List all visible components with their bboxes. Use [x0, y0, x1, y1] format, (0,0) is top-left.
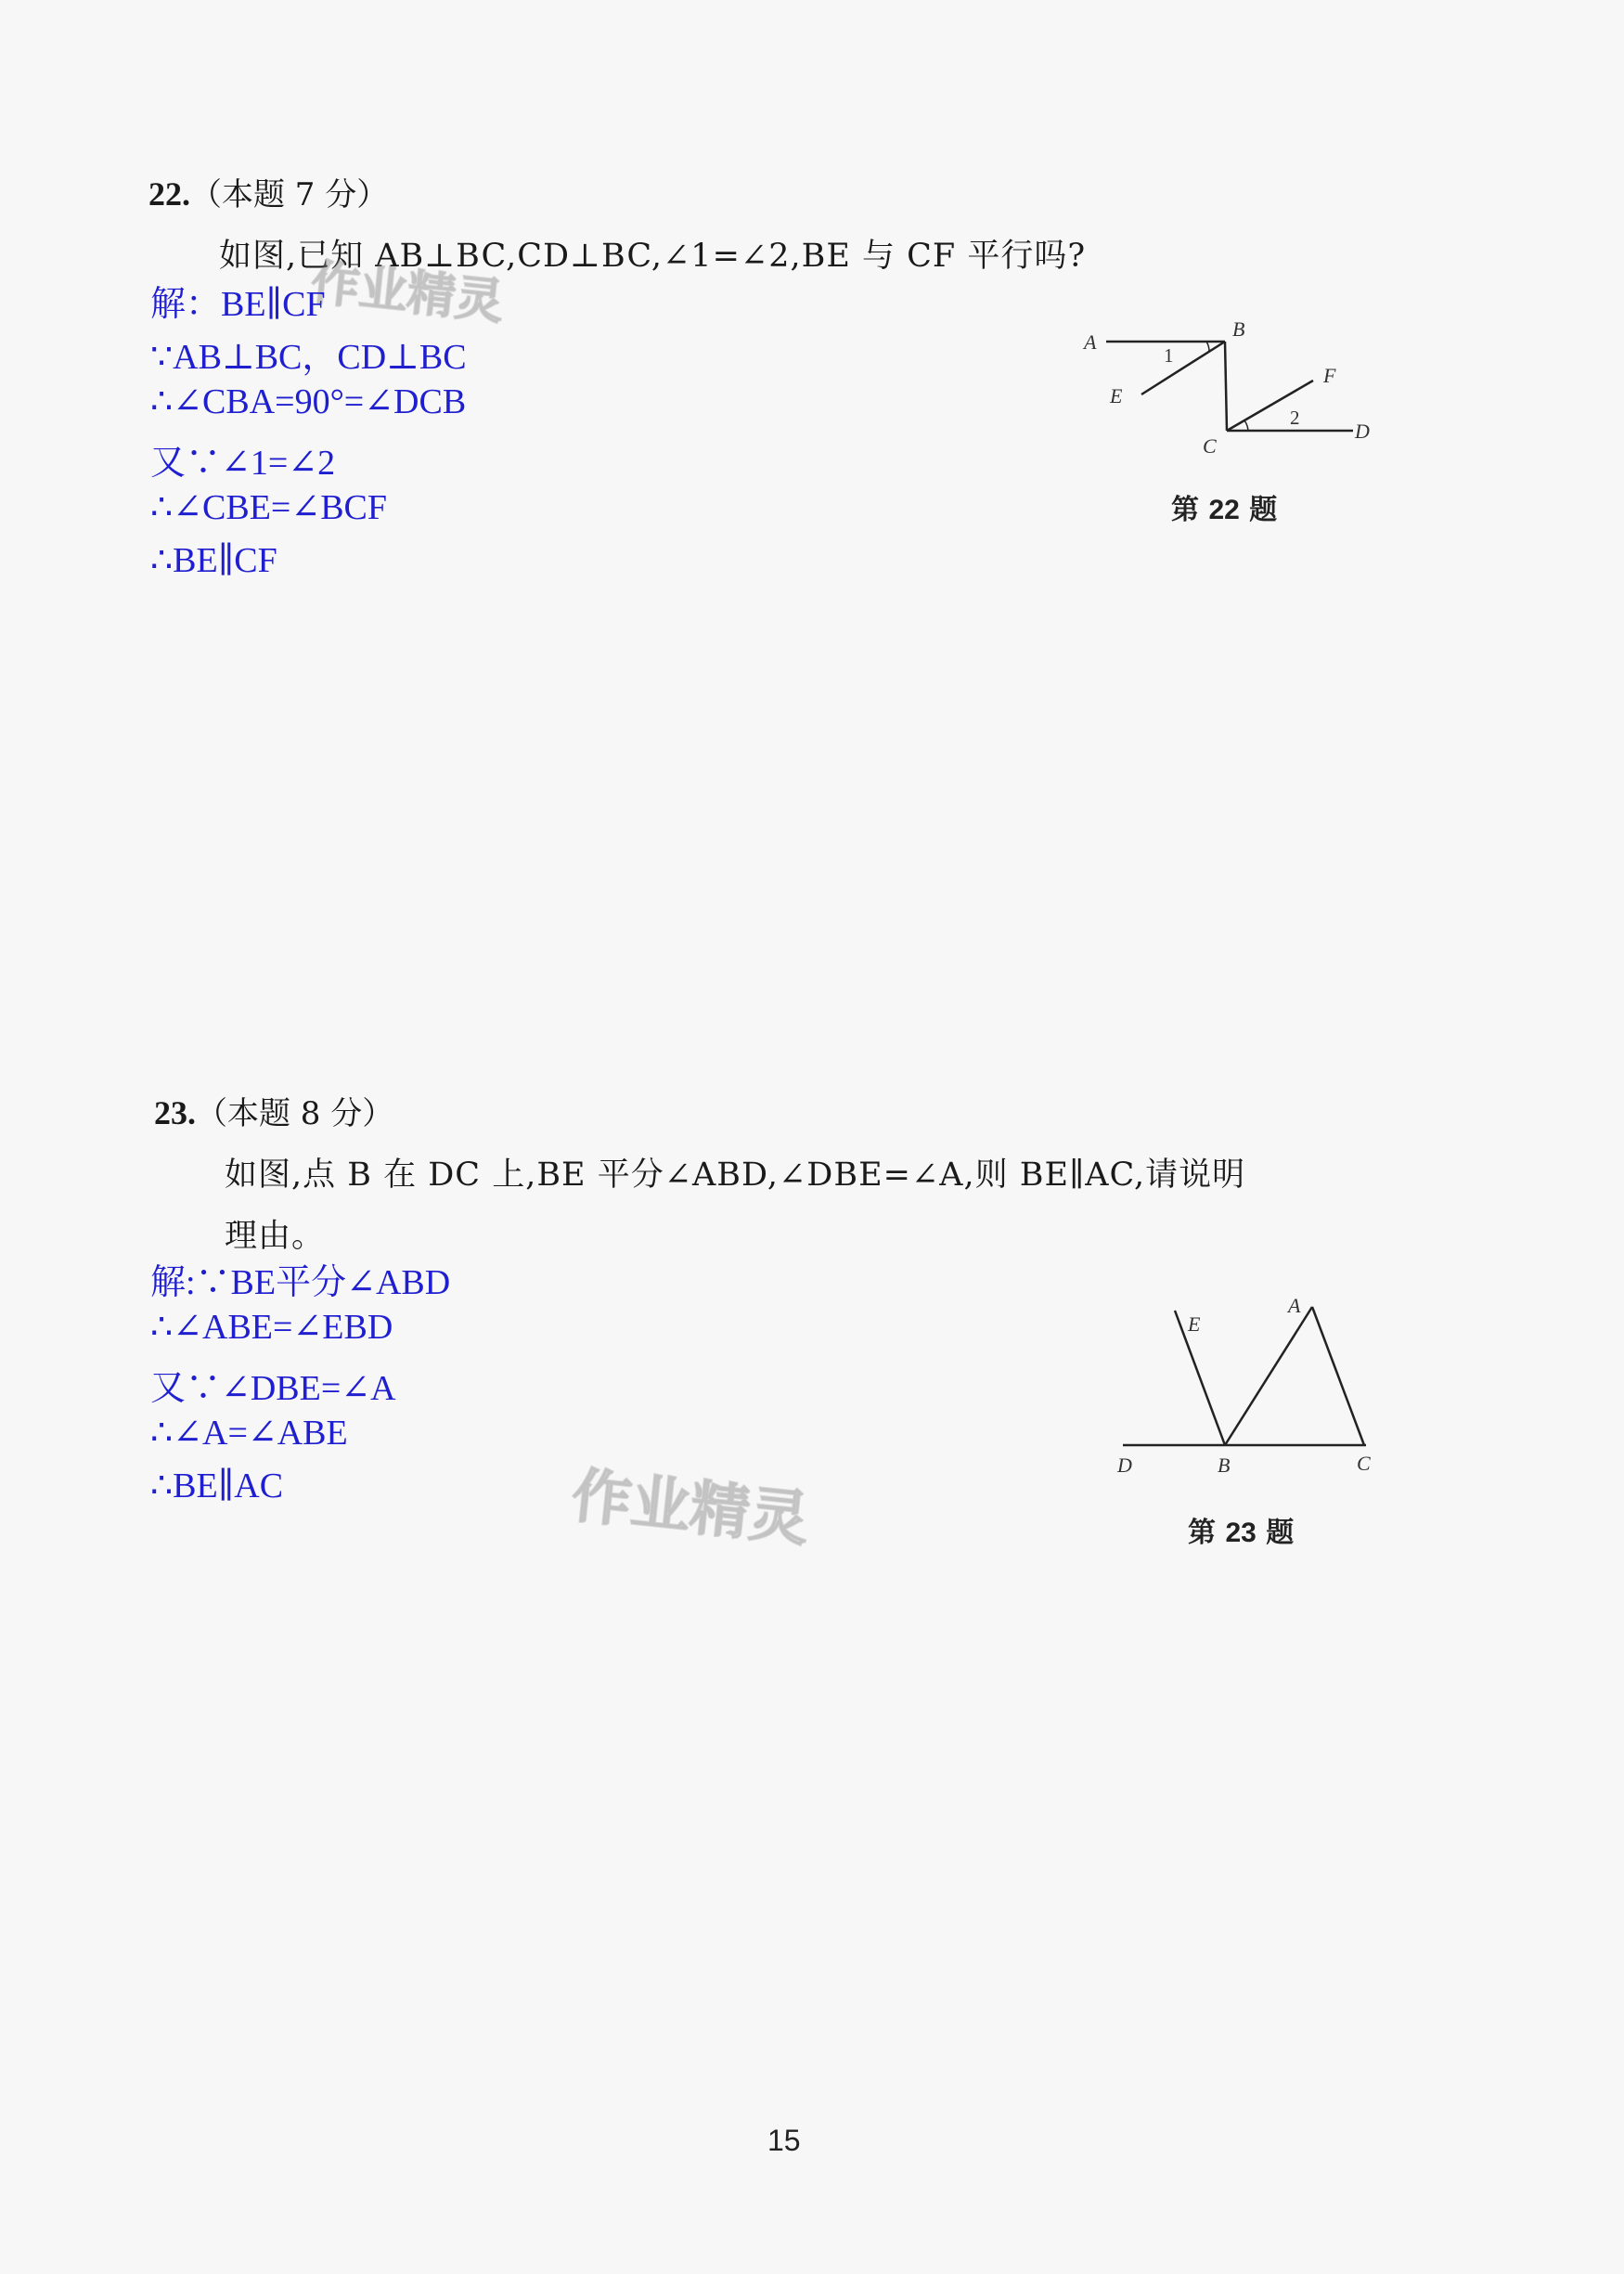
q22-points: （本题 7 分）: [190, 176, 389, 213]
q23-answer-line: ∴BE∥AC: [150, 1466, 284, 1505]
q23-answer-line: 解:∵BE平分∠ABD: [150, 1263, 451, 1302]
q22-label-C: C: [1203, 434, 1217, 458]
page-number: 15: [767, 2124, 801, 2157]
watermark-bottom: 作业精灵: [568, 1461, 813, 1556]
q22-caption-prefix: 第: [1171, 494, 1199, 526]
q22-caption-number: 22: [1208, 495, 1240, 525]
q23-prompt-line1: 如图,点 B 在 DC 上,BE 平分∠ABD,∠DBE=∠A,则 BE∥AC,请说明: [225, 1156, 1246, 1194]
q22-label-F: F: [1323, 364, 1336, 387]
q22-label-D: D: [1355, 420, 1370, 443]
q23-figure-caption: [1188, 1509, 1294, 1550]
q23-points: （本题 8 分）: [196, 1095, 394, 1132]
q23-number: 23.: [154, 1094, 196, 1131]
q22-label-angle1: 1: [1164, 344, 1174, 367]
q22-header: [148, 169, 388, 214]
q23-figure: [1104, 1290, 1411, 1485]
q23-answer-line: 又∵∠DBE=∠A: [150, 1369, 396, 1408]
q22-number: 22.: [148, 175, 190, 213]
q23-caption-number: 23: [1225, 1518, 1257, 1548]
q23-label-B: B: [1218, 1454, 1231, 1477]
q22-answer-line: ∴∠CBE=∠BCF: [150, 488, 388, 527]
q23-answer-line: ∴∠ABE=∠EBD: [150, 1308, 393, 1347]
q22-label-B: B: [1232, 317, 1245, 341]
q22-label-angle2: 2: [1290, 407, 1300, 429]
q22-figure-caption: [1171, 486, 1277, 527]
q23-header: [154, 1088, 393, 1133]
q22-caption-suffix: 题: [1249, 494, 1278, 526]
q22-answer-line: ∴BE∥CF: [150, 541, 277, 580]
q23-label-C: C: [1357, 1452, 1371, 1475]
q23-prompt-line2: 理由。: [225, 1218, 326, 1255]
q22-answer-line: 解：BE∥CF: [150, 285, 326, 324]
q22-answer-line: ∴∠CBA=90°=∠DCB: [150, 382, 467, 421]
q22-answer-line: 又∵∠1=∠2: [150, 444, 336, 483]
q22-label-E: E: [1110, 384, 1123, 407]
q22-label-A: A: [1084, 330, 1097, 354]
q22-prompt: 如图,已知 AB⊥BC,CD⊥BC,∠1=∠2,BE 与 CF 平行吗?: [219, 238, 1087, 275]
q22-figure: [1067, 306, 1401, 464]
q23-caption-prefix: 第: [1188, 1517, 1216, 1549]
watermark-top: 作业精灵: [308, 254, 507, 331]
q23-answer-line: ∴∠A=∠ABE: [150, 1414, 348, 1453]
q23-label-D: D: [1117, 1454, 1132, 1477]
q23-caption-suffix: 题: [1266, 1517, 1295, 1549]
q23-label-A: A: [1288, 1294, 1301, 1317]
q22-answer-line: ∵AB⊥BC，CD⊥BC: [150, 338, 467, 377]
q23-label-E: E: [1188, 1312, 1201, 1336]
